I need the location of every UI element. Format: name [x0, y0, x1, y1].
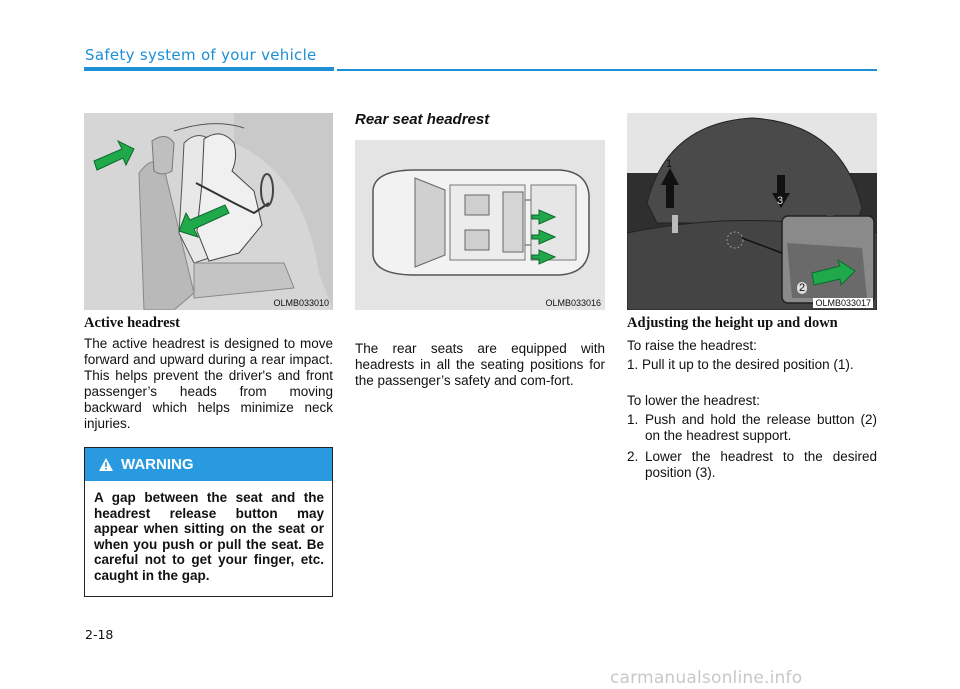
figure-code: OLMB033016 [545, 298, 601, 308]
step-text: Lower the headrest to the desired position (3). [645, 449, 877, 480]
callout-1: 1 [666, 158, 673, 170]
warning-text: A gap between the seat and the headrest release button may appear when sitting on the seat or when you push or pull the seat. Be careful not to get your finger, etc. caught in the gap. [94, 490, 324, 583]
active-headrest-paragraph: The active headrest is designed to move forward and upward during a rear impact. This helps prevent the driver's and front passenger’s heads from moving backward which helps minimize neck injuries. [84, 336, 333, 431]
headrest-adjust-illustration [627, 113, 877, 310]
warning-box [84, 447, 333, 597]
header-rule-thin [337, 69, 877, 71]
warning-header [85, 448, 332, 481]
active-headrest-illustration [84, 113, 333, 310]
warning-triangle-icon [99, 458, 113, 471]
page-number: 2-18 [85, 627, 114, 642]
lower-intro: To lower the headrest: [627, 393, 760, 408]
warning-label: WARNING [121, 456, 194, 473]
adjust-height-heading: Adjusting the height up and down [627, 315, 838, 331]
raise-intro: To raise the headrest: [627, 338, 757, 353]
lower-step-2 [627, 449, 877, 481]
watermark: carmanualsonline.info [610, 668, 803, 688]
active-headrest-figure [84, 113, 333, 310]
figure-code: OLMB033010 [273, 298, 329, 308]
car-top-view-illustration [355, 140, 605, 310]
active-headrest-heading: Active headrest [84, 315, 180, 331]
callout-3: 3 [777, 195, 784, 207]
lower-step-1 [627, 412, 877, 444]
rear-seat-headrest-heading: Rear seat headrest [355, 111, 490, 128]
headrest-adjust-figure [627, 113, 877, 310]
step-number: 1. [627, 412, 639, 427]
step-text: Push and hold the release button (2) on the headrest support. [645, 412, 877, 443]
step-number: 2. [627, 449, 639, 464]
raise-step: 1. Pull it up to the desired position (1). [627, 357, 854, 372]
rear-seat-paragraph: The rear seats are equipped with headrests in all the seating positions for the passenger’s safety and com-fort. [355, 341, 605, 388]
callout-2: 2 [799, 282, 806, 294]
section-title: Safety system of your vehicle [85, 46, 317, 64]
figure-code: OLMB033017 [815, 298, 871, 308]
rear-seat-headrest-figure [355, 140, 605, 310]
header-rule-thick [84, 67, 334, 71]
